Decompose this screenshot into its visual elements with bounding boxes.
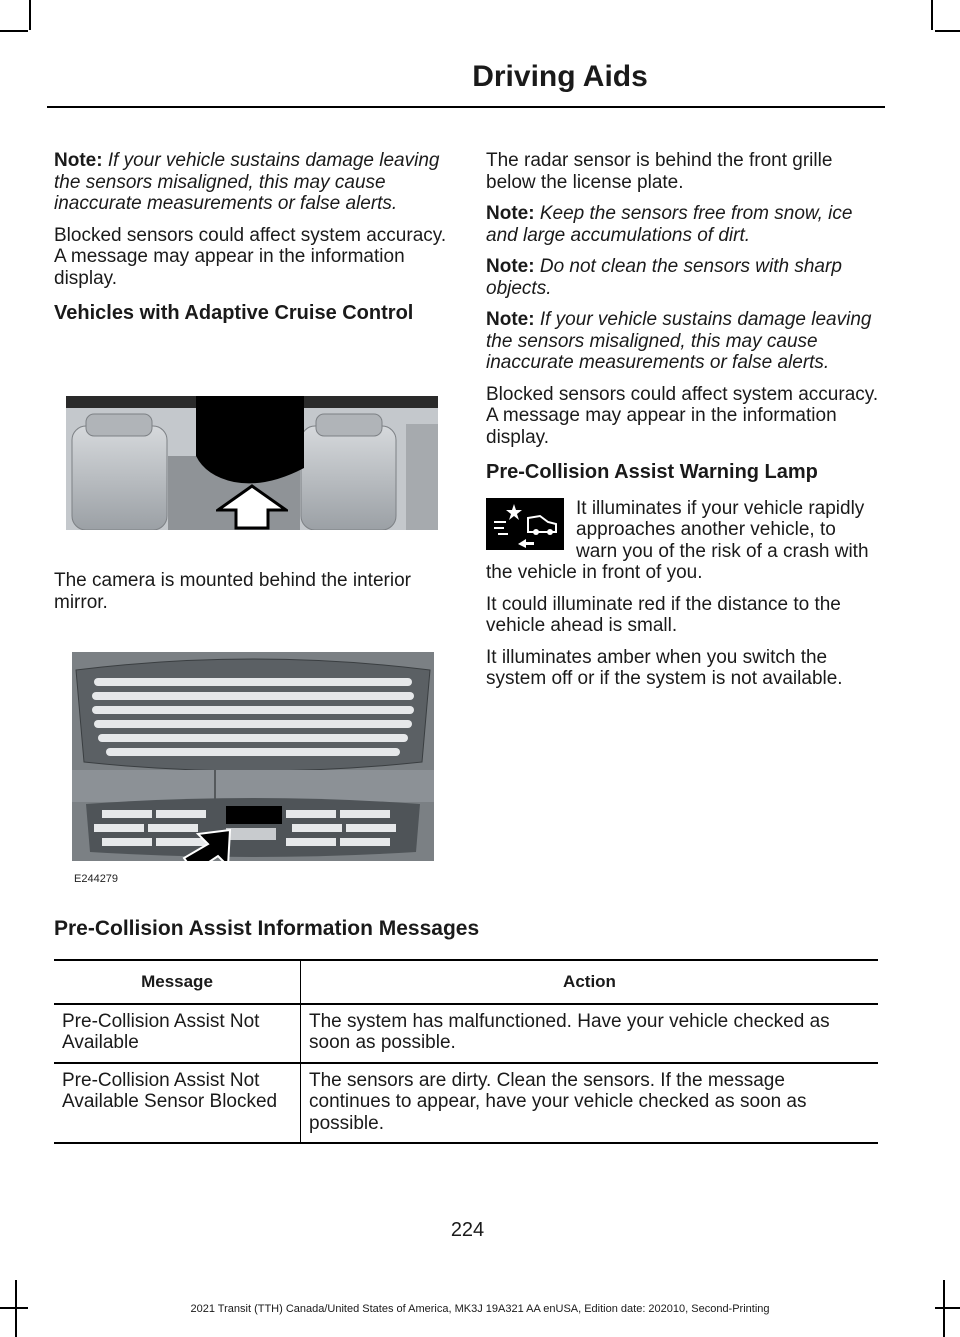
note-text: Keep the sensors free from snow, ice and large accumulations of dirt. bbox=[486, 203, 853, 246]
radar-figure bbox=[72, 652, 434, 861]
messages-heading: Pre-Collision Assist Information Messages bbox=[54, 917, 480, 940]
note-label: Note: bbox=[486, 256, 535, 277]
blocked-sensors-text: Blocked sensors could affect system accuracy. A message may appear in the information display. bbox=[54, 224, 447, 289]
page-title: Driving Aids bbox=[472, 60, 648, 93]
note-label: Note: bbox=[486, 309, 535, 330]
figure-code: E244279 bbox=[74, 873, 119, 885]
note-text: Do not clean the sensors with sharp objects. bbox=[486, 256, 842, 299]
blocked-sensors-text: Blocked sensors could affect system accuracy. A message may appear in the information display. bbox=[486, 383, 879, 448]
diagonal-arrow-icon bbox=[180, 826, 232, 861]
note-label: Note: bbox=[486, 203, 535, 224]
lamp-heading: Pre-Collision Assist Warning Lamp bbox=[486, 461, 818, 483]
lamp-text: It illuminates if your vehicle rapidly approaches another vehicle, to warn you of the risk of a crash with the vehicle in front of you. bbox=[486, 497, 869, 583]
note-paragraph bbox=[54, 150, 450, 215]
acc-subheading: Vehicles with Adaptive Cruise Control bbox=[54, 302, 414, 324]
header-rule bbox=[47, 106, 885, 108]
crop-mark bbox=[931, 0, 933, 30]
crop-mark bbox=[0, 30, 28, 32]
up-arrow-icon bbox=[216, 484, 288, 530]
crop-mark bbox=[29, 0, 31, 30]
lamp-paragraph bbox=[486, 498, 882, 584]
red-text: It could illuminate red if the distance to the vehicle ahead is small. bbox=[486, 593, 841, 636]
left-column bbox=[54, 150, 450, 335]
messages-table bbox=[54, 959, 878, 1144]
column-header-message: Message bbox=[54, 960, 301, 1004]
column-header-action: Action bbox=[301, 960, 879, 1004]
camera-figure bbox=[66, 396, 438, 530]
radar-text: The radar sensor is behind the front grille below the license plate. bbox=[486, 150, 833, 193]
crop-mark bbox=[935, 30, 960, 32]
page-number: 224 bbox=[450, 1219, 485, 1241]
note-label: Note: bbox=[54, 150, 103, 171]
amber-text: It illuminates amber when you switch the system off or if the system is not available. bbox=[486, 646, 843, 689]
camera-caption bbox=[54, 570, 454, 623]
action-cell: The sensors are dirty. Clean the sensors. If the message continues to appear, have your vehicle checked as soon as possible. bbox=[301, 1063, 879, 1144]
note-text: If your vehicle sustains damage leaving the sensors misaligned, this may cause inaccurate measurements or false alerts. bbox=[54, 150, 440, 214]
footer-text: 2021 Transit (TTH) Canada/United States of America, MK3J 19A321 AA enUSA, Edition date: 202010, Second-Printing bbox=[190, 1303, 770, 1315]
pre-collision-warning-icon bbox=[486, 498, 564, 550]
note-paragraph bbox=[486, 203, 882, 246]
table-row bbox=[54, 1004, 878, 1063]
message-cell: Pre-Collision Assist Not Available bbox=[54, 1004, 301, 1063]
grille-illustration bbox=[72, 652, 434, 861]
right-column bbox=[486, 150, 882, 700]
note-text: If your vehicle sustains damage leaving the sensors misaligned, this may cause inaccurate measurements or false alerts. bbox=[486, 309, 872, 373]
table-header-row bbox=[54, 960, 878, 1004]
camera-text: The camera is mounted behind the interior mirror. bbox=[54, 570, 411, 613]
note-paragraph bbox=[486, 309, 882, 374]
note-paragraph bbox=[486, 256, 882, 299]
table-row bbox=[54, 1063, 878, 1144]
message-cell: Pre-Collision Assist Not Available Sensor Blocked bbox=[54, 1063, 301, 1144]
action-cell: The system has malfunctioned. Have your vehicle checked as soon as possible. bbox=[301, 1004, 879, 1063]
